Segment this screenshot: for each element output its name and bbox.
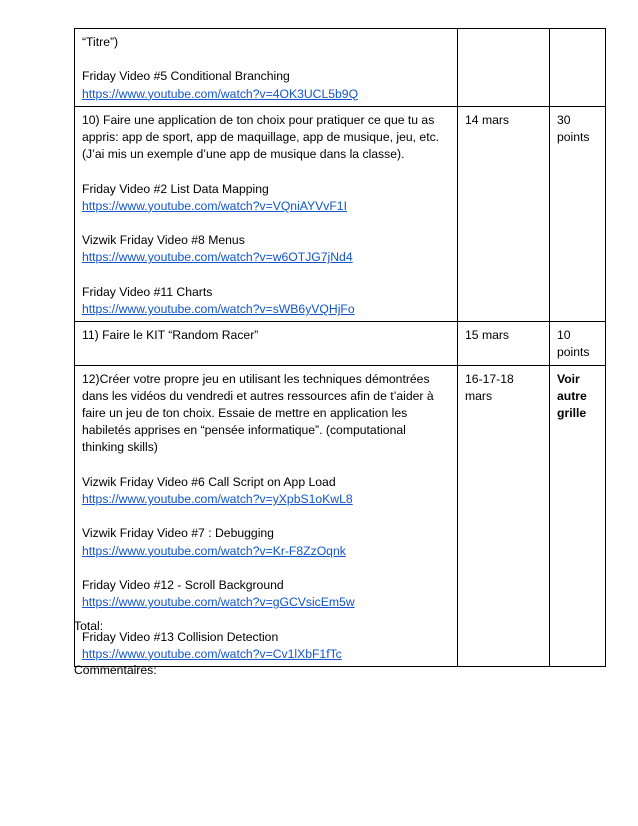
video-link[interactable]: https://www.youtube.com/watch?v=VQniAYVvF1I (82, 198, 347, 213)
date-cell (458, 29, 550, 107)
video-title: Vizwik Friday Video #8 Menus (82, 233, 245, 248)
date-cell: 15 mars (458, 322, 550, 365)
video-link[interactable]: https://www.youtube.com/watch?v=4OK3UCL5b9Q (82, 86, 359, 101)
task-description: “Titre”) (82, 35, 119, 49)
video-title: Friday Video #11 Charts (82, 284, 213, 299)
points-cell (550, 29, 606, 107)
points-cell: 30 points (550, 106, 606, 321)
date-cell: 14 mars (458, 106, 550, 321)
video-title: Friday Video #5 Conditional Branching (82, 69, 290, 84)
table-row (75, 322, 606, 365)
video-title: Friday Video #12 - Scroll Background (82, 577, 284, 592)
task-cell (75, 106, 458, 321)
task-cell (75, 322, 458, 365)
video-title: Friday Video #2 List Data Mapping (82, 181, 269, 196)
video-link[interactable]: https://www.youtube.com/watch?v=yXpbS1oKwL8 (82, 492, 353, 506)
task-description: 11) Faire le KIT “Random Racer” (82, 328, 259, 343)
assignment-table (74, 28, 606, 667)
video-title: Vizwik Friday Video #6 Call Script on App Load (82, 474, 336, 489)
video-link[interactable]: https://www.youtube.com/watch?v=sWB6yVQHjFo (82, 301, 355, 316)
video-link[interactable]: https://www.youtube.com/watch?v=Kr-F8ZzOqnk (82, 543, 346, 558)
video-link[interactable]: https://www.youtube.com/watch?v=Cv1lXbF1fTc (82, 646, 342, 661)
task-description: 12)Créer votre propre jeu en utilisant les techniques démontrées dans les vidéos du vendredi et autres ressources afin de t’aider à faire un jeu de ton choix. Essaie de mettre en application les habiletés apprises en “pensée informatique”. (computational thinking skills) (82, 371, 434, 455)
date-cell: 16-17-18 mars (458, 365, 550, 666)
task-description: 10) Faire une application de ton choix pour pratiquer ce que tu as appris: app de sport, app de maquillage, app de musique, jeu, etc. (J’ai mis un exemple d’une app de musique dans la classe). (82, 112, 440, 162)
table-row (75, 365, 606, 666)
task-cell (75, 29, 458, 107)
video-title: Friday Video #13 Collision Detection (82, 629, 279, 644)
points-cell: 10 points (550, 322, 606, 365)
points-cell: Voir autre grille (550, 365, 606, 666)
table-row (75, 29, 606, 107)
total-label: Total: (74, 619, 104, 633)
table-row (75, 106, 606, 321)
video-link[interactable]: https://www.youtube.com/watch?v=w6OTJG7jNd4 (82, 250, 353, 265)
task-cell (75, 365, 458, 666)
video-link[interactable]: https://www.youtube.com/watch?v=gGCVsicEm5w (82, 595, 355, 610)
video-title: Vizwik Friday Video #7 : Debugging (82, 526, 274, 541)
comments-label: Commentaires: (74, 663, 157, 677)
